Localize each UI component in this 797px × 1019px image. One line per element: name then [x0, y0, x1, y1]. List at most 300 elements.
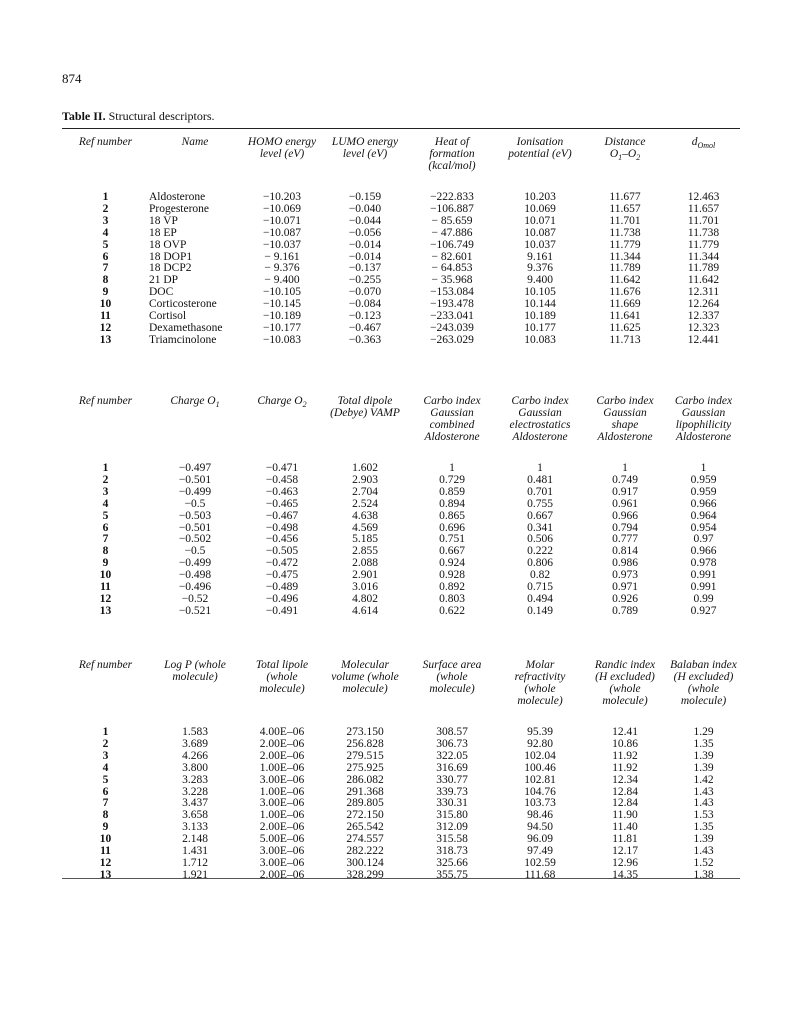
table-cell: 11.701	[609, 214, 641, 227]
table-cell: 0.667	[527, 509, 553, 522]
table-cell: 1.00E–06	[259, 761, 305, 774]
table-cell: 1.921	[182, 868, 208, 881]
table-cell: −10.145	[262, 298, 302, 311]
table-cell: 12.84	[612, 785, 638, 798]
table-cell: 300.124	[346, 856, 384, 869]
table-cell: 103.73	[524, 797, 556, 810]
table-cell: −0.123	[348, 310, 382, 323]
table-row	[62, 594, 740, 606]
table-row	[62, 534, 740, 546]
table-cell: 1.583	[182, 726, 208, 738]
table-cell: 0.222	[527, 545, 553, 558]
table-cell: 1.29	[693, 726, 714, 738]
descriptor-table-1	[62, 136, 740, 347]
table-cell: 10.105	[524, 286, 556, 299]
table-cell: −0.467	[348, 321, 382, 334]
table-cell: 1.712	[182, 856, 208, 869]
ref-number-cell: 8	[102, 809, 109, 822]
table-cell: 111.68	[524, 868, 556, 881]
table-cell: 10.203	[524, 191, 556, 203]
table-cell: 3.689	[182, 737, 208, 750]
table-cell: −153.084	[430, 286, 474, 299]
ref-number-cell: 3	[102, 214, 109, 227]
table-cell: 0.667	[439, 545, 465, 558]
descriptor-table-2	[62, 395, 740, 618]
table-cell: −10.037	[262, 238, 302, 251]
table-cell: 0.149	[527, 604, 553, 617]
table-cell: 5.00E–06	[259, 833, 305, 846]
table-cell: 0.622	[439, 604, 465, 617]
table-cell: −0.502	[178, 533, 212, 546]
table-cell: −10.177	[262, 321, 302, 334]
table-cell: 1.431	[182, 845, 208, 858]
table-cell: Corticosterone	[149, 298, 217, 311]
table-cell: 3.00E–06	[259, 773, 305, 786]
table-cell: 12.463	[687, 191, 720, 203]
table-cell: 0.971	[612, 581, 638, 594]
ref-number-cell: 2	[102, 202, 109, 215]
table-cell: 0.986	[612, 557, 638, 570]
table-cell: −106.749	[430, 238, 474, 251]
table-cell: −0.363	[348, 333, 382, 346]
table-cell: 0.751	[439, 533, 465, 546]
ref-number-cell: 12	[99, 592, 112, 605]
table-cell: 0.341	[527, 521, 553, 534]
table-cell: 18 EP	[149, 226, 177, 239]
table-cell: 2.524	[352, 497, 378, 510]
table-cell: 12.337	[687, 310, 720, 323]
table-cell: −0.497	[178, 462, 212, 474]
table-cell: −0.456	[265, 533, 299, 546]
descriptor-table-3	[62, 659, 740, 882]
table-cell: 2.148	[182, 833, 208, 846]
table-cell: 10.069	[524, 202, 556, 215]
table-row	[62, 606, 740, 618]
table-cell: 11.344	[687, 250, 720, 263]
table-row	[62, 775, 740, 787]
table-cell: −0.475	[265, 569, 299, 582]
table-cell: −0.498	[178, 569, 212, 582]
ref-number-cell: 9	[102, 821, 109, 834]
table-cell: −0.491	[265, 604, 299, 617]
table-cell: −0.496	[265, 592, 299, 605]
table-cell: 1.35	[693, 737, 714, 750]
table-cell: − 85.659	[431, 214, 473, 227]
table-cell: 355.75	[436, 868, 468, 881]
table-row	[62, 558, 740, 570]
header-surface-area: Surface area (whole molecule)	[422, 659, 482, 695]
ref-number-cell: 6	[102, 521, 109, 534]
table-cell: −10.083	[262, 333, 302, 346]
table-cell: −0.159	[348, 191, 382, 203]
table-cell: Triamcinolone	[149, 333, 217, 346]
table-cell: 102.59	[524, 856, 556, 869]
table-cell: 3.00E–06	[259, 856, 305, 869]
table-cell: 1.43	[693, 785, 714, 798]
table-cell: 3.658	[182, 809, 208, 822]
table-cell: Dexamethasone	[149, 321, 223, 334]
table-cell: 315.80	[436, 809, 468, 822]
table-cell: 3.00E–06	[259, 845, 305, 858]
bottom-rule	[62, 878, 740, 879]
table-cell: 1.602	[352, 462, 378, 474]
table-cell: − 82.601	[431, 250, 473, 263]
table-cell: −0.499	[178, 485, 212, 498]
ref-number-cell: 4	[102, 761, 109, 774]
ref-number-cell: 6	[102, 785, 109, 798]
table-cell: 0.892	[439, 581, 465, 594]
table-cell: 11.92	[612, 749, 638, 762]
table-cell: 100.46	[524, 761, 556, 774]
table-cell: 102.04	[524, 749, 556, 762]
table-cell: 330.31	[436, 797, 468, 810]
table-cell: −10.105	[262, 286, 302, 299]
table-cell: 12.264	[687, 298, 720, 311]
table-cell: 4.00E–06	[259, 726, 305, 738]
table-cell: −0.498	[265, 521, 299, 534]
table-cell: 3.283	[182, 773, 208, 786]
table-row	[62, 570, 740, 582]
table-cell: −0.137	[348, 262, 382, 275]
table-cell: Progesterone	[149, 202, 210, 215]
table-caption	[62, 109, 215, 124]
header-charge-o2: Charge $O_2$	[257, 395, 307, 409]
table-cell: 11.701	[687, 214, 720, 227]
table-cell: 11.789	[609, 262, 641, 275]
header-randic-index: Randic index (H excluded) (whole molecule)	[594, 659, 656, 707]
table-cell: 18 DCP2	[149, 262, 192, 275]
table-cell: 12.96	[612, 856, 638, 869]
table-cell: 11.713	[609, 333, 641, 346]
table-row	[62, 546, 740, 558]
table-2-body	[62, 463, 740, 618]
ref-number-cell: 11	[100, 581, 111, 594]
table-cell: 2.00E–06	[259, 868, 305, 881]
header-log-p: Log P (whole molecule)	[164, 659, 226, 683]
header-total-lipole: Total lipole (whole molecule)	[255, 659, 309, 695]
table-cell: −0.472	[265, 557, 299, 570]
ref-number-cell: 11	[100, 845, 111, 858]
table-cell: −0.467	[265, 509, 299, 522]
table-row	[62, 858, 740, 870]
ref-number-cell: 4	[102, 497, 109, 510]
table-cell: 10.071	[524, 214, 556, 227]
table-cell: 1.00E–06	[259, 809, 305, 822]
table-row	[62, 335, 740, 347]
table-cell: 11.625	[609, 321, 641, 334]
table-cell: −0.044	[348, 214, 382, 227]
table-row	[62, 834, 740, 846]
table-cell: −0.496	[178, 581, 212, 594]
table-row	[62, 751, 740, 763]
table-cell: 0.991	[690, 581, 717, 594]
table-cell: 1.43	[693, 797, 714, 810]
table-cell: 0.926	[612, 592, 638, 605]
table-cell: −10.203	[262, 191, 302, 203]
header-carbo-lipophilicity: Carbo index Gaussian lipophilicity Aldosterone	[674, 395, 733, 443]
table-cell: 3.437	[182, 797, 208, 810]
table-cell: −106.887	[430, 202, 474, 215]
table-label: Table II.	[62, 109, 106, 123]
header-heat-of-formation: Heat of formation (kcal/mol)	[428, 136, 476, 172]
table-cell: −0.458	[265, 473, 299, 486]
table-cell: 1.53	[693, 809, 714, 822]
table-cell: 0.755	[527, 497, 553, 510]
table-cell: 2.00E–06	[259, 749, 305, 762]
table-cell: 1.43	[693, 845, 714, 858]
table-cell: −0.014	[348, 250, 382, 263]
table-cell: 272.150	[346, 809, 384, 822]
table-cell: 0.959	[690, 473, 717, 486]
table-cell: −0.084	[348, 298, 382, 311]
table-cell: 0.789	[612, 604, 638, 617]
table-cell: 2.00E–06	[259, 821, 305, 834]
table-cell: −0.014	[348, 238, 382, 251]
table-cell: 339.73	[436, 785, 468, 798]
table-cell: −0.501	[178, 473, 212, 486]
table-cell: 1.00E–06	[259, 785, 305, 798]
table-cell: −0.521	[178, 604, 212, 617]
header-balaban-index: Balaban index (H excluded) (whole molecule)	[670, 659, 737, 707]
table-row	[62, 463, 740, 475]
table-row	[62, 511, 740, 523]
table-row	[62, 499, 740, 511]
ref-number-cell: 1	[102, 191, 109, 203]
table-cell: 11.657	[687, 202, 720, 215]
table-cell: 274.557	[346, 833, 384, 846]
ref-number-cell: 1	[102, 462, 109, 474]
table-cell: 21 DP	[149, 274, 179, 287]
table-cell: −0.499	[178, 557, 212, 570]
page-number: 874	[62, 71, 82, 86]
table-cell: 11.789	[687, 262, 720, 275]
table-cell: 11.657	[609, 202, 641, 215]
table-cell: − 9.376	[264, 262, 300, 275]
ref-number-cell: 7	[102, 533, 109, 546]
table-cell: 10.083	[524, 333, 556, 346]
table-cell: 92.80	[527, 737, 553, 750]
table-cell: 9.376	[527, 262, 553, 275]
table-cell: −0.255	[348, 274, 382, 287]
table-cell: 312.09	[436, 821, 468, 834]
table-cell: 0.696	[439, 521, 465, 534]
table-cell: 3.228	[182, 785, 208, 798]
table-cell: 3.016	[352, 581, 378, 594]
table-cell: −243.039	[430, 321, 474, 334]
table-cell: 0.859	[439, 485, 465, 498]
table-cell: 2.088	[352, 557, 378, 570]
table-cell: 0.966	[612, 509, 638, 522]
table-cell: 1.35	[693, 821, 714, 834]
table-3-body	[62, 727, 740, 882]
table-caption-text: Structural descriptors.	[105, 109, 215, 123]
table-cell: 328.299	[346, 868, 384, 881]
table-cell: 1.39	[693, 749, 714, 762]
table-cell: 286.082	[346, 773, 384, 786]
table-cell: 0.97	[693, 533, 714, 546]
table-cell: Aldosterone	[149, 191, 206, 203]
ref-number-cell: 11	[100, 310, 111, 323]
table-cell: 273.150	[346, 726, 384, 738]
table-cell: 12.323	[687, 321, 720, 334]
table-row	[62, 523, 740, 535]
ref-number-cell: 12	[99, 321, 112, 334]
table-cell: 0.803	[439, 592, 465, 605]
table-cell: 0.865	[439, 509, 465, 522]
table-cell: 2.704	[352, 485, 378, 498]
table-row	[62, 216, 740, 228]
table-cell: 11.738	[609, 226, 641, 239]
table-cell: 308.57	[436, 726, 468, 738]
ref-number-cell: 2	[102, 473, 109, 486]
table-cell: 1.52	[693, 856, 714, 869]
table-cell: 315.58	[436, 833, 468, 846]
table-cell: 5.185	[352, 533, 378, 546]
table-cell: − 35.968	[431, 274, 473, 287]
table-cell: 12.41	[612, 726, 638, 738]
header-ref-number: Ref number	[78, 395, 133, 407]
table-cell: 289.805	[346, 797, 384, 810]
ref-number-cell: 6	[102, 250, 109, 263]
ref-number-cell: 13	[99, 333, 112, 346]
table-row	[62, 240, 740, 252]
table-cell: 1.42	[693, 773, 714, 786]
table-cell: 12.84	[612, 797, 638, 810]
table-cell: 306.73	[436, 737, 468, 750]
table-cell: 256.828	[346, 737, 384, 750]
table-cell: −0.501	[178, 521, 212, 534]
table-cell: 0.924	[439, 557, 465, 570]
table-cell: 0.794	[612, 521, 638, 534]
table-cell: −0.503	[178, 509, 212, 522]
table-row	[62, 822, 740, 834]
table-cell: 279.515	[346, 749, 384, 762]
ref-number-cell: 5	[102, 773, 109, 786]
ref-number-cell: 9	[102, 557, 109, 570]
ref-number-cell: 10	[99, 833, 112, 846]
table-cell: 10.144	[524, 298, 556, 311]
table-cell: 11.642	[609, 274, 641, 287]
table-cell: 12.34	[612, 773, 638, 786]
table-cell: 18 DOP1	[149, 250, 193, 263]
table-cell: 11.90	[612, 809, 638, 822]
table-cell: 11.642	[687, 274, 720, 287]
table-cell: 11.40	[612, 821, 638, 834]
table-cell: 3.00E–06	[259, 797, 305, 810]
table-cell: −10.069	[262, 202, 302, 215]
table-cell: −0.070	[348, 286, 382, 299]
table-cell: 2.00E–06	[259, 737, 305, 750]
table-cell: 282.222	[346, 845, 384, 858]
header-d-omol: $d_{Omol}$	[691, 136, 716, 150]
table-cell: −0.056	[348, 226, 382, 239]
table-cell: −0.471	[265, 462, 299, 474]
table-cell: −263.029	[430, 333, 474, 346]
table-cell: 0.917	[612, 485, 638, 498]
table-cell: 10.037	[524, 238, 556, 251]
table-cell: −222.833	[430, 191, 474, 203]
ref-number-cell: 12	[99, 856, 112, 869]
ref-number-cell: 9	[102, 286, 109, 299]
table-cell: 1	[449, 462, 455, 474]
table-cell: 0.964	[690, 509, 717, 522]
table-cell: 0.777	[612, 533, 638, 546]
table-cell: 11.92	[612, 761, 638, 774]
table-cell: 275.925	[346, 761, 384, 774]
table-cell: 11.641	[609, 310, 641, 323]
table-row	[62, 870, 740, 882]
table-row	[62, 798, 740, 810]
table-cell: 4.638	[352, 509, 378, 522]
table-cell: 9.161	[527, 250, 553, 263]
table-cell: 0.959	[690, 485, 717, 498]
table-cell: 4.802	[352, 592, 378, 605]
ref-number-cell: 7	[102, 262, 109, 275]
table-cell: 11.738	[687, 226, 720, 239]
table-cell: 0.978	[690, 557, 717, 570]
table-cell: 325.66	[436, 856, 468, 869]
table-cell: 11.344	[609, 250, 641, 263]
table-1-body	[62, 192, 740, 347]
top-rule	[62, 128, 740, 129]
table-cell: 0.928	[439, 569, 465, 582]
header-distance: Distance $O_1-O_2$	[604, 136, 646, 162]
ref-number-cell: 13	[99, 868, 112, 881]
table-cell: 12.311	[687, 286, 720, 299]
table-cell: −10.071	[262, 214, 302, 227]
table-cell: −0.040	[348, 202, 382, 215]
header-carbo-combined: Carbo index Gaussian combined Aldosterone	[423, 395, 481, 443]
table-cell: 2.903	[352, 473, 378, 486]
table-row	[62, 487, 740, 499]
table-row	[62, 739, 740, 751]
table-cell: 12.441	[687, 333, 720, 346]
table-cell: −0.463	[265, 485, 299, 498]
ref-number-cell: 5	[102, 509, 109, 522]
header-carbo-shape: Carbo index Gaussian shape Aldosterone	[596, 395, 654, 443]
header-name: Name	[181, 136, 209, 148]
table-cell: −233.041	[430, 310, 474, 323]
table-cell: −0.489	[265, 581, 299, 594]
table-cell: 1	[537, 462, 543, 474]
table-row	[62, 787, 740, 799]
header-lumo: LUMO energy level (eV)	[331, 136, 399, 160]
header-carbo-electrostatics: Carbo index Gaussian electrostatics Aldosterone	[509, 395, 571, 443]
table-cell: 95.39	[527, 726, 553, 738]
ref-number-cell: 5	[102, 238, 109, 251]
table-cell: 291.368	[346, 785, 384, 798]
table-cell: 104.76	[524, 785, 556, 798]
ref-number-cell: 7	[102, 797, 109, 810]
table-cell: −10.189	[262, 310, 302, 323]
table-cell: 0.814	[612, 545, 638, 558]
table-cell: 0.701	[527, 485, 553, 498]
table-cell: 2.855	[352, 545, 378, 558]
table-cell: 0.82	[529, 569, 551, 582]
table-cell: 0.494	[527, 592, 553, 605]
table-row	[62, 846, 740, 858]
table-cell: 11.669	[609, 298, 641, 311]
table-cell: 18 OVP	[149, 238, 187, 251]
table-cell: 0.927	[690, 604, 717, 617]
table-cell: −10.087	[262, 226, 302, 239]
table-cell: 0.973	[612, 569, 638, 582]
header-charge-o1: Charge $O_1$	[170, 395, 220, 409]
table-cell: 2.901	[352, 569, 378, 582]
table-cell: 1.39	[693, 761, 714, 774]
ref-number-cell: 4	[102, 226, 109, 239]
table-cell: 97.49	[527, 845, 553, 858]
